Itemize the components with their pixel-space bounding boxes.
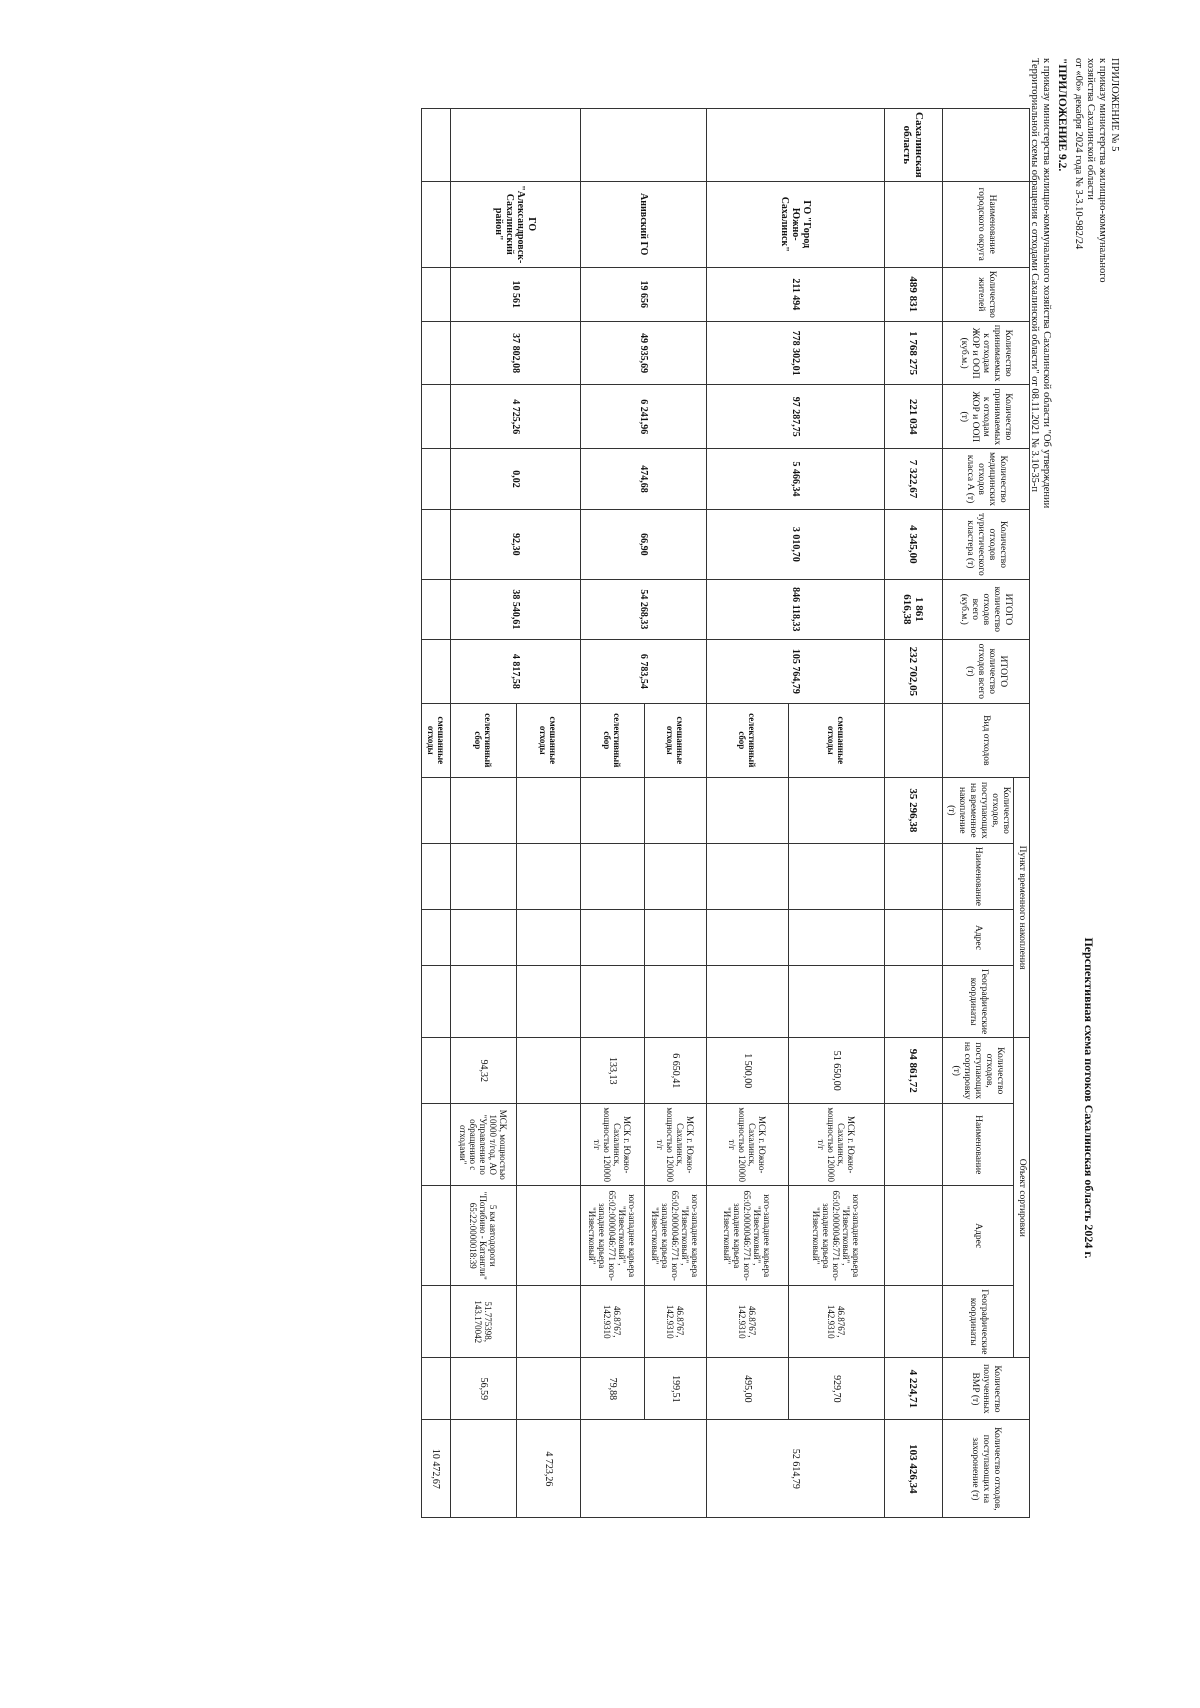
district-tourist: 92,30	[451, 510, 581, 580]
waste-type: смешанные отходы	[517, 703, 581, 777]
sort-name: МСК г. Южно-Сахалинск, мощностью 120000 т/г	[581, 1104, 645, 1186]
total-all-m3: 1 861 616,38	[885, 579, 943, 639]
sort-address: 5 км автодороги "Погибино - Катангли" 65:22:0000018:39	[451, 1186, 517, 1286]
sort-coords	[517, 1286, 581, 1358]
empty-cell	[707, 843, 789, 909]
sort-name	[517, 1104, 581, 1186]
district-tourist: 66,90	[581, 510, 707, 580]
empty-cell	[422, 1286, 451, 1358]
sort-coords: 46.8767, 142.9310	[581, 1286, 645, 1358]
empty-cell	[645, 843, 707, 909]
sort-amount: 133,13	[581, 1038, 645, 1104]
empty-cell	[885, 1286, 943, 1358]
sort-address: юго-западнее карьера "Известковый", 65:02:0000046:771 юго-западнее карьера "Известковый"	[789, 1186, 885, 1286]
total-sort-amount: 94 861,72	[885, 1038, 943, 1104]
empty-cell	[581, 109, 707, 182]
district-name: ГО "Город Южно-Сахалинск"	[707, 181, 885, 267]
col-header-total-m3: ИТОГО количество отходов всего (куб.м.)	[943, 579, 1030, 639]
sort-name: МСК г. Южно-Сахалинск, мощностью 120000 т/г	[789, 1104, 885, 1186]
district-msw-m3: 49 935,69	[581, 321, 707, 385]
col-header-temp-address: Адрес	[943, 910, 1014, 966]
empty-cell	[581, 966, 645, 1038]
col-header-waste-type: Вид отходов	[943, 703, 1030, 777]
vmr-amount: 56,59	[451, 1358, 517, 1420]
sort-name: МСК г. Южно-Сахалинск, мощностью 120000 т/г	[707, 1104, 789, 1186]
empty-cell	[885, 910, 943, 966]
district-residents: 211 494	[707, 267, 885, 321]
empty-cell	[645, 777, 707, 843]
col-header-tourist: Количество отходов туристического кластера (т)	[943, 510, 1030, 580]
vmr-amount	[517, 1358, 581, 1420]
col-header-sort-name: Наименование	[943, 1104, 1014, 1186]
district-total-t: 4 817,58	[451, 639, 581, 703]
total-tourist: 4 345,00	[885, 510, 943, 580]
sort-coords: 51.775398, 143.170042	[451, 1286, 517, 1358]
empty-cell	[422, 1358, 451, 1420]
empty-cell	[581, 910, 645, 966]
district-total-t: 6 783,54	[581, 639, 707, 703]
empty-cell	[517, 843, 581, 909]
empty-cell	[422, 843, 451, 909]
sort-coords: 46.8767, 142.9310	[789, 1286, 885, 1358]
empty-cell	[422, 966, 451, 1038]
waste-type: смешанные отходы	[422, 703, 451, 777]
empty-cell	[789, 777, 885, 843]
district-medical: 5 466,34	[707, 449, 885, 510]
empty-cell	[885, 1186, 943, 1286]
col-header-temp-coords: Географические координаты	[943, 966, 1014, 1038]
district-msw-t: 4 725,26	[451, 385, 581, 449]
table-row	[645, 109, 707, 1518]
empty-cell	[451, 843, 517, 909]
header-notes	[1028, 58, 1120, 1038]
empty-cell	[422, 321, 451, 385]
empty-cell	[581, 843, 645, 909]
district-residents: 19 656	[581, 267, 707, 321]
sort-name: МСК, мощностью 10000 т/год, АО "Управление по обращению с отходами"	[451, 1104, 517, 1186]
rotated-document	[20, 58, 1120, 1708]
vmr-amount: 929,70	[789, 1358, 885, 1420]
district-medical: 474,68	[581, 449, 707, 510]
col-header-temp-amount: Количество отходов, поступающих на временное накопление (т)	[943, 777, 1014, 843]
empty-cell	[422, 181, 451, 267]
table-row	[517, 109, 581, 1518]
table-row	[789, 109, 885, 1518]
sort-amount: 6 650,41	[645, 1038, 707, 1104]
col-header-region	[943, 109, 1030, 182]
empty-cell	[451, 109, 581, 182]
district-name: Анивский ГО	[581, 181, 707, 267]
table-row-partial	[422, 109, 451, 1518]
empty-cell	[789, 966, 885, 1038]
empty-cell	[645, 966, 707, 1038]
sort-coords: 46.8767, 142.9310	[645, 1286, 707, 1358]
col-header-residents: Количество жителей	[943, 267, 1030, 321]
district-msw-m3: 778 302,01	[707, 321, 885, 385]
total-landfill: 103 426,34	[885, 1420, 943, 1518]
empty-cell	[451, 966, 517, 1038]
vmr-amount: 79,88	[581, 1358, 645, 1420]
sort-name: МСК г. Южно-Сахалинск, мощностью 120000 т/г	[645, 1104, 707, 1186]
group-header-temp-storage: Пункт временного накопления	[1014, 777, 1030, 1037]
total-msw-m3: 1 768 275	[885, 321, 943, 385]
empty-cell	[422, 449, 451, 510]
district-msw-t: 6 241,96	[581, 385, 707, 449]
empty-cell	[422, 1186, 451, 1286]
total-row	[885, 109, 943, 1518]
appendix-line: к приказу министерства жилищно-коммунального	[1097, 58, 1108, 283]
sort-amount	[517, 1038, 581, 1104]
sort-address: юго-западнее карьера "Известковый", 65:02:0000046:771 юго-западнее карьера "Известковый"	[707, 1186, 789, 1286]
vmr-amount: 199,51	[645, 1358, 707, 1420]
landfill-amount	[451, 1420, 517, 1518]
empty-cell	[422, 510, 451, 580]
appendix-title: "ПРИЛОЖЕНИЕ 9.2.	[1056, 58, 1068, 172]
empty-cell	[422, 639, 451, 703]
appendix-line: от «06» декабря 2024 года № 3-3.10-982/24	[1073, 58, 1084, 250]
district-msw-t: 97 287,75	[707, 385, 885, 449]
col-header-district: Наименование городского округа	[943, 181, 1030, 267]
total-temp-amount: 35 296,38	[885, 777, 943, 843]
order-reference-line: Территориальной схемы обращения с отходами Сахалинской области" от 08.11.2021 № 3.10-35-п	[1029, 58, 1040, 493]
empty-cell	[517, 966, 581, 1038]
waste-type: смешанные отходы	[789, 703, 885, 777]
col-header-sort-coords: Географические координаты	[943, 1286, 1014, 1358]
sort-address: юго-западнее карьера "Известковый", 65:02:0000046:771 юго-западнее карьера "Известковый"	[645, 1186, 707, 1286]
total-vmr: 4 224,71	[885, 1358, 943, 1420]
sort-amount: 51 650,00	[789, 1038, 885, 1104]
col-header-landfill: Количество отходов, поступающих на захоронение (т)	[943, 1420, 1030, 1518]
sort-coords: 46.8767, 142.9310	[707, 1286, 789, 1358]
total-medical: 7 322,67	[885, 449, 943, 510]
empty-cell	[885, 181, 943, 267]
waste-type: селективный сбор	[451, 703, 517, 777]
empty-cell	[707, 910, 789, 966]
landfill-amount	[581, 1420, 707, 1518]
empty-cell	[707, 777, 789, 843]
empty-cell	[422, 777, 451, 843]
col-header-total-t: ИТОГО количество отходов всего (т)	[943, 639, 1030, 703]
col-header-msw-t: Количество принимаемых к отходам ЖОР и ООП (т)	[943, 385, 1030, 449]
district-total-m3: 38 540,61	[451, 579, 581, 639]
landfill-amount: 52 614,79	[707, 1420, 885, 1518]
empty-cell	[422, 109, 451, 182]
total-residents: 489 831	[885, 267, 943, 321]
appendix-line: хозяйства Сахалинской области	[1085, 58, 1096, 200]
vmr-amount: 495,00	[707, 1358, 789, 1420]
sort-address	[517, 1186, 581, 1286]
district-total-m3: 846 118,33	[707, 579, 885, 639]
empty-cell	[422, 1104, 451, 1186]
empty-cell	[645, 910, 707, 966]
total-all-t: 232 702,05	[885, 639, 943, 703]
empty-cell	[422, 385, 451, 449]
empty-cell	[707, 966, 789, 1038]
region-name: Сахалинская область	[885, 109, 943, 182]
col-header-temp-name: Наименование	[943, 843, 1014, 909]
waste-type: селективный сбор	[707, 703, 789, 777]
empty-cell	[422, 1038, 451, 1104]
empty-cell	[581, 777, 645, 843]
landfill-amount: 4 723,26	[517, 1420, 581, 1518]
empty-cell	[422, 579, 451, 639]
empty-cell	[422, 910, 451, 966]
district-tourist: 3 010,70	[707, 510, 885, 580]
district-total-t: 105 764,79	[707, 639, 885, 703]
empty-cell	[517, 777, 581, 843]
empty-cell	[885, 703, 943, 777]
district-msw-m3: 37 802,08	[451, 321, 581, 385]
empty-cell	[885, 1104, 943, 1186]
sort-amount: 94,32	[451, 1038, 517, 1104]
col-header-sort-amount: Количество отходов, поступающих на сортировку (т)	[943, 1038, 1014, 1104]
header-row-top	[1014, 109, 1030, 1518]
col-header-sort-address: Адрес	[943, 1186, 1014, 1286]
empty-cell	[422, 267, 451, 321]
district-medical: 0,02	[451, 449, 581, 510]
empty-cell	[517, 910, 581, 966]
empty-cell	[451, 910, 517, 966]
district-total-m3: 54 268,33	[581, 579, 707, 639]
document-title: Перспективная схема потоков Сахалинская область 2024 г.	[1082, 937, 1096, 1259]
group-header-sorting: Объект сортировки	[1014, 1038, 1030, 1358]
empty-cell	[789, 843, 885, 909]
district-residents: 10 561	[451, 267, 581, 321]
col-header-msw-m3: Количество принимаемых к отходам ЖОР и ООП (куб.м.)	[943, 321, 1030, 385]
empty-cell	[885, 843, 943, 909]
col-header-vmr: Количество полученных ВМР (т)	[943, 1358, 1030, 1420]
empty-cell	[789, 910, 885, 966]
sort-address: юго-западнее карьера "Известковый", 65:02:0000046:771 юго-западнее карьера "Известковый"	[581, 1186, 645, 1286]
district-name: ГО "Александровск-Сахалинский район"	[451, 181, 581, 267]
empty-cell	[707, 109, 885, 182]
landfill-amount: 10 472,67	[422, 1420, 451, 1518]
waste-type: смешанные отходы	[645, 703, 707, 777]
total-msw-t: 221 034	[885, 385, 943, 449]
waste-flow-table	[421, 108, 1030, 1518]
appendix-line: ПРИЛОЖЕНИЕ № 5	[1109, 58, 1120, 152]
empty-cell	[451, 777, 517, 843]
sort-amount: 1 500,00	[707, 1038, 789, 1104]
col-header-medical: Количество медицинских отходов класса А (т)	[943, 449, 1030, 510]
waste-type: селективный сбор	[581, 703, 645, 777]
empty-cell	[885, 966, 943, 1038]
order-reference-line: к приказу министерства жилищно-коммунального хозяйства Сахалинской области "Об утверждении	[1041, 58, 1052, 509]
